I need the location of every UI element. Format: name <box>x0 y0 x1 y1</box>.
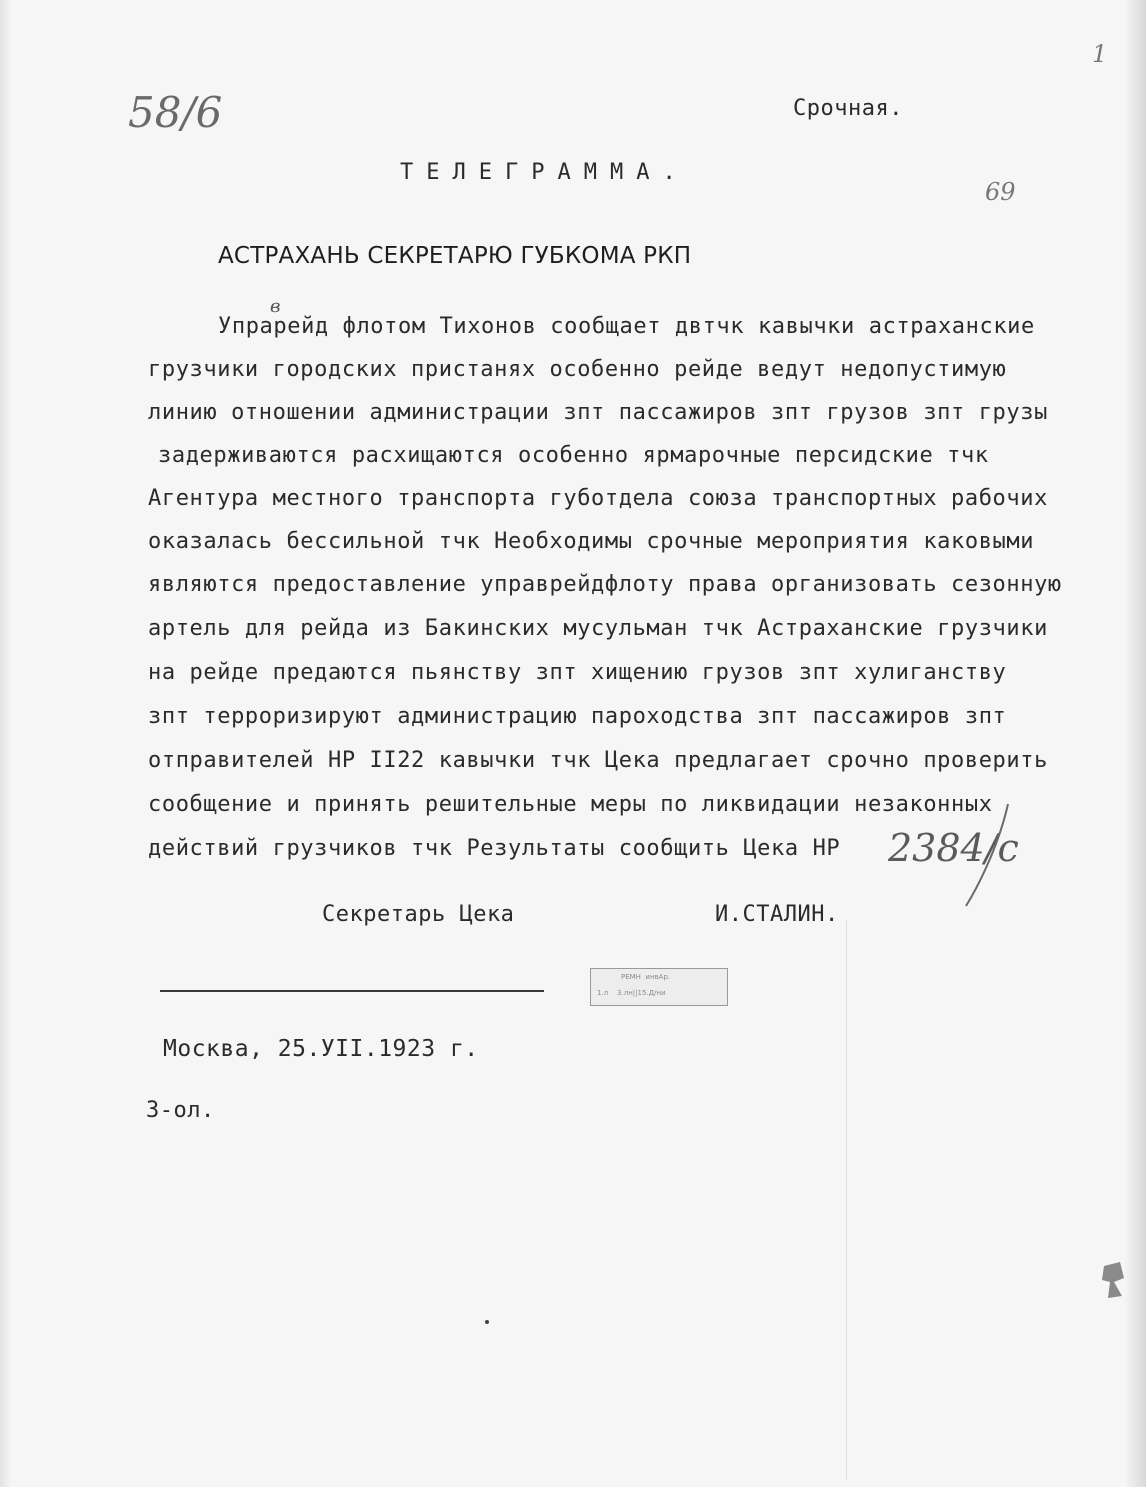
ink-dot <box>485 1320 489 1324</box>
body-line: грузчики городских пристанях особенно рейде ведут недопустимую <box>148 357 1007 382</box>
handwritten-stroke <box>960 800 1020 910</box>
handwritten-outgoing-number: 2384/с <box>888 826 1019 870</box>
body-line: отправителей НР II22 кавычки тчк Цека предлагает срочно проверить <box>148 748 1048 773</box>
stamp-line: 1.л 3.лн||15.Д/ни <box>597 989 666 997</box>
signature-title: Секретарь Цека <box>322 902 515 927</box>
stamp-line: РЕМН инвАр. <box>621 973 671 981</box>
body-line: сообщение и принять решительные меры по ликвидации незаконных <box>148 792 993 817</box>
body-line: Агентура местного транспорта губотдела союза транспортных рабочих <box>148 486 1048 511</box>
urgency-label: Срочная. <box>793 96 903 121</box>
signature-rule <box>160 990 544 992</box>
handwritten-archive-ref: 58/6 <box>128 88 223 137</box>
paper-edge-right <box>1124 0 1146 1487</box>
document-title: ТЕЛЕГРАММА. <box>400 160 689 185</box>
paper-fold-line <box>846 920 847 1480</box>
handwritten-correction: в <box>270 296 281 317</box>
body-line: на рейде предаются пьянству зпт хищению грузов зпт хулиганству <box>148 660 1007 685</box>
body-line: Упрарейд флотом Тихонов сообщает двтчк кавычки астраханские <box>218 314 1035 339</box>
body-line: зпт терроризируют администрацию пароходства зпт пассажиров зпт <box>148 704 1007 729</box>
paper-edge-left <box>0 0 12 1487</box>
handwritten-corner-number: 1 <box>1092 40 1108 68</box>
archive-stamp <box>590 968 728 1006</box>
signature-name: И.СТАЛИН. <box>715 902 839 927</box>
handwritten-page-number: 69 <box>985 178 1016 206</box>
body-line: оказалась бессильной тчк Необходимы срочные мероприятия каковыми <box>148 529 1035 554</box>
ink-smudge <box>1100 1260 1126 1300</box>
body-line: являются предоставление управрейдфлоту права организовать сезонную <box>148 572 1062 597</box>
copies-note: 3-ол. <box>146 1098 215 1123</box>
body-line: действий грузчиков тчк Результаты сообщить Цека НР <box>148 836 841 861</box>
body-line: артель для рейда из Бакинских мусульман тчк Астраханские грузчики <box>148 616 1048 641</box>
body-line: задерживаются расхищаются особенно ярмарочные персидские тчк <box>158 443 989 468</box>
telegram-address: АСТРАХАНЬ СЕКРЕТАРЮ ГУБКОМА РКП <box>218 243 692 269</box>
place-and-date: Москва, 25.УII.1923 г. <box>163 1036 479 1062</box>
body-line: линию отношении администрации зпт пассажиров зпт грузов зпт грузы <box>148 400 1048 425</box>
